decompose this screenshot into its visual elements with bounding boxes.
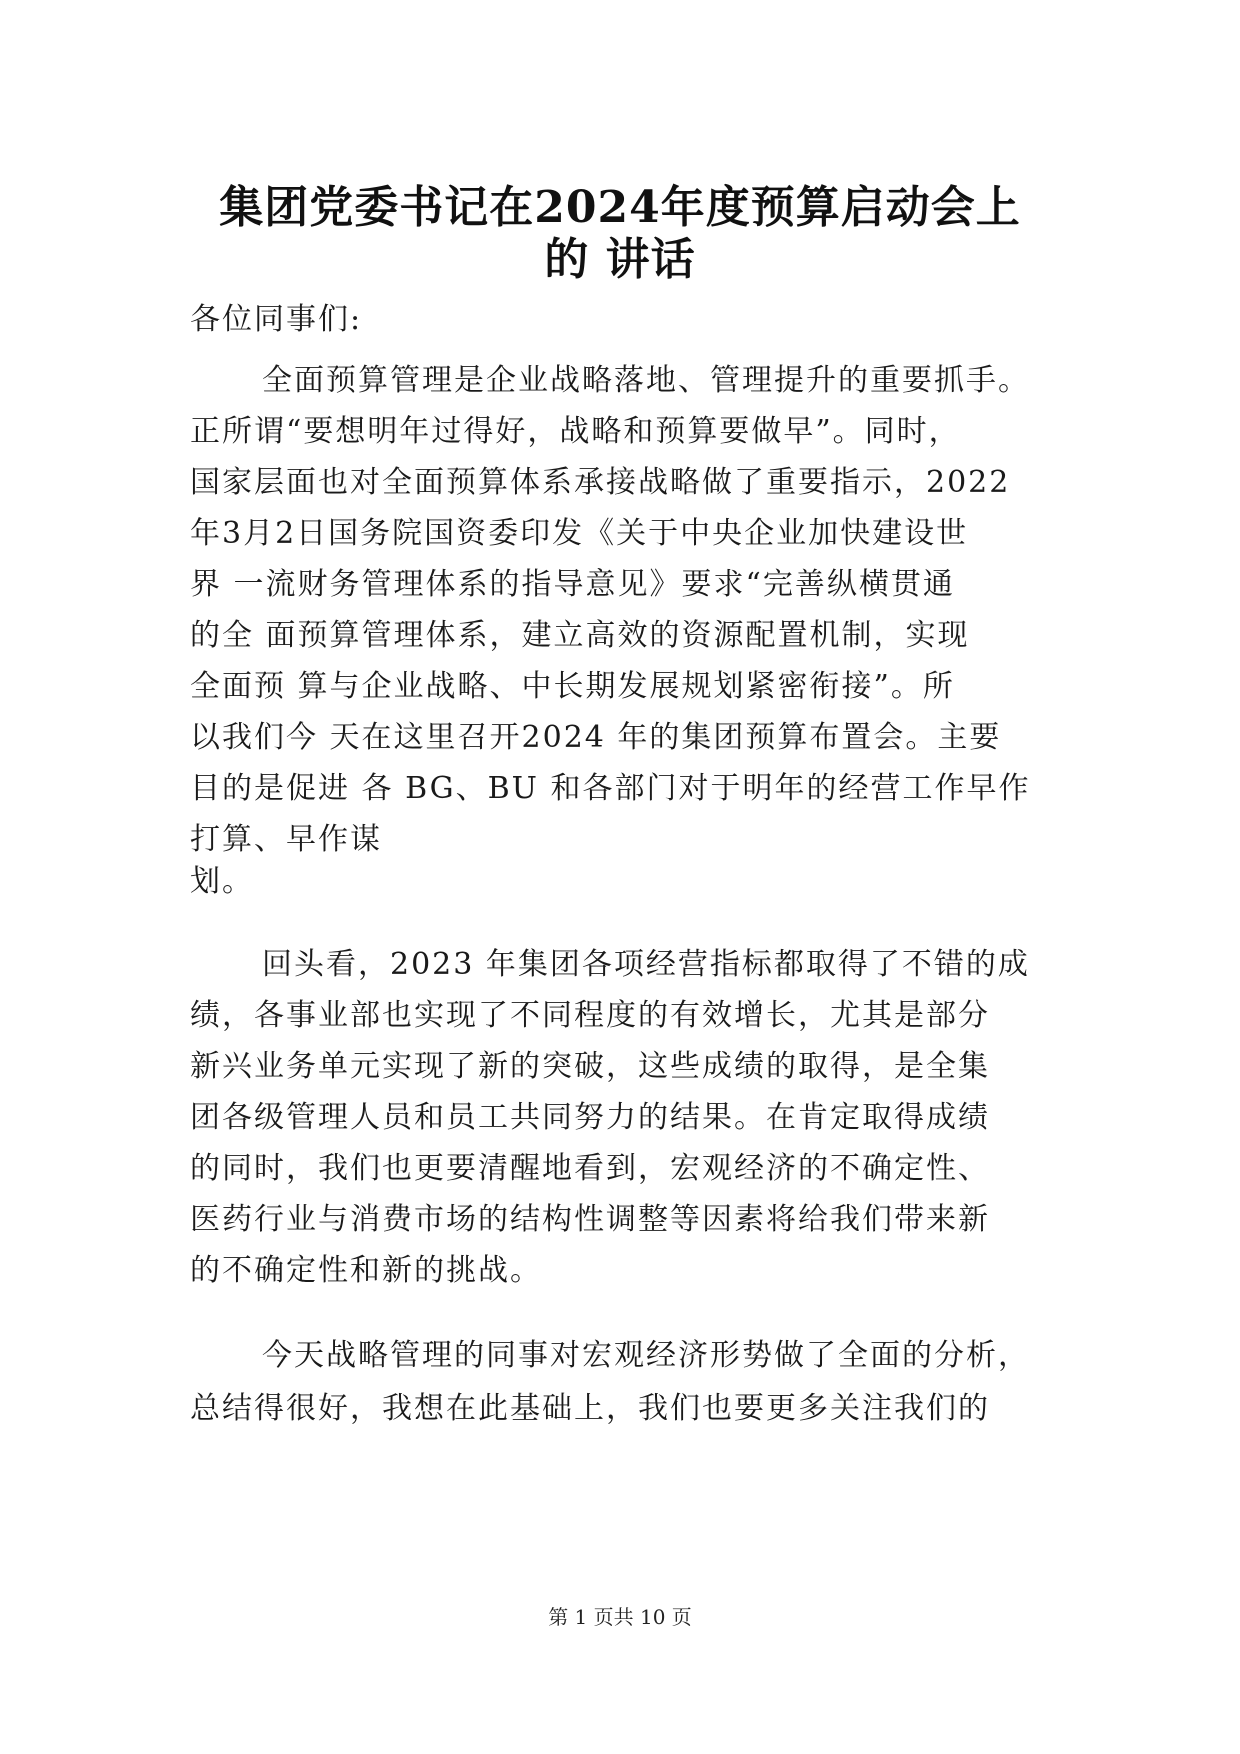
paragraph-1-line: 目的是促进 各 BG、BU 和各部门对于明年的经营工作早作 — [190, 771, 1031, 806]
paragraph-2-line: 团各级管理人员和员工共同努力的结果。在肯定取得成绩 — [190, 1100, 990, 1135]
paragraph-2-line: 回头看，2023 年集团各项经营指标都取得了不错的成 — [262, 947, 1030, 982]
paragraph-1-line: 以我们今 天在这里召开2024 年的集团预算布置会。主要 — [190, 720, 1002, 755]
paragraph-2-line: 医药行业与消费市场的结构性调整等因素将给我们带来新 — [190, 1202, 990, 1237]
paragraph-2-line: 新兴业务单元实现了新的突破，这些成绩的取得，是全集 — [190, 1049, 990, 1084]
paragraph-3-line: 总结得很好，我想在此基础上，我们也要更多关注我们的 — [190, 1391, 990, 1426]
paragraph-1-line: 国家层面也对全面预算体系承接战略做了重要指示，2022 — [190, 465, 1011, 500]
paragraph-1-line: 打算、早作谋 — [190, 822, 382, 857]
paragraph-1-line: 划。 — [190, 864, 254, 899]
paragraph-1-line: 的全 面预算管理体系，建立高效的资源配置机制，实现 — [190, 618, 970, 653]
document-title-line-2: 的 讲话 — [544, 234, 696, 285]
page-number-footer: 第 1 页共 10 页 — [548, 1605, 692, 1629]
paragraph-1-line: 界 一流财务管理体系的指导意见》要求“完善纵横贯通 — [190, 567, 955, 602]
paragraph-3-line: 今天战略管理的同事对宏观经济形势做了全面的分析， — [262, 1338, 1030, 1373]
paragraph-2-line: 的不确定性和新的挑战。 — [190, 1253, 542, 1288]
paragraph-1-line: 年3月2日国务院国资委印发《关于中央企业加快建设世 — [190, 516, 969, 551]
document-title-line-1: 集团党委书记在2024年度预算启动会上 — [219, 182, 1021, 233]
paragraph-1-line: 正所谓“要想明年过得好，战略和预算要做早”。同时， — [190, 414, 961, 449]
paragraph-2-line: 的同时，我们也更要清醒地看到，宏观经济的不确定性、 — [190, 1151, 990, 1186]
paragraph-1-line: 全面预算管理是企业战略落地、管理提升的重要抓手。 — [262, 363, 1030, 398]
salutation: 各位同事们: — [190, 302, 363, 337]
paragraph-2-line: 绩，各事业部也实现了不同程度的有效增长，尤其是部分 — [190, 998, 990, 1033]
paragraph-1-line: 全面预 算与企业战略、中长期发展规划紧密衔接”。所 — [190, 669, 955, 704]
